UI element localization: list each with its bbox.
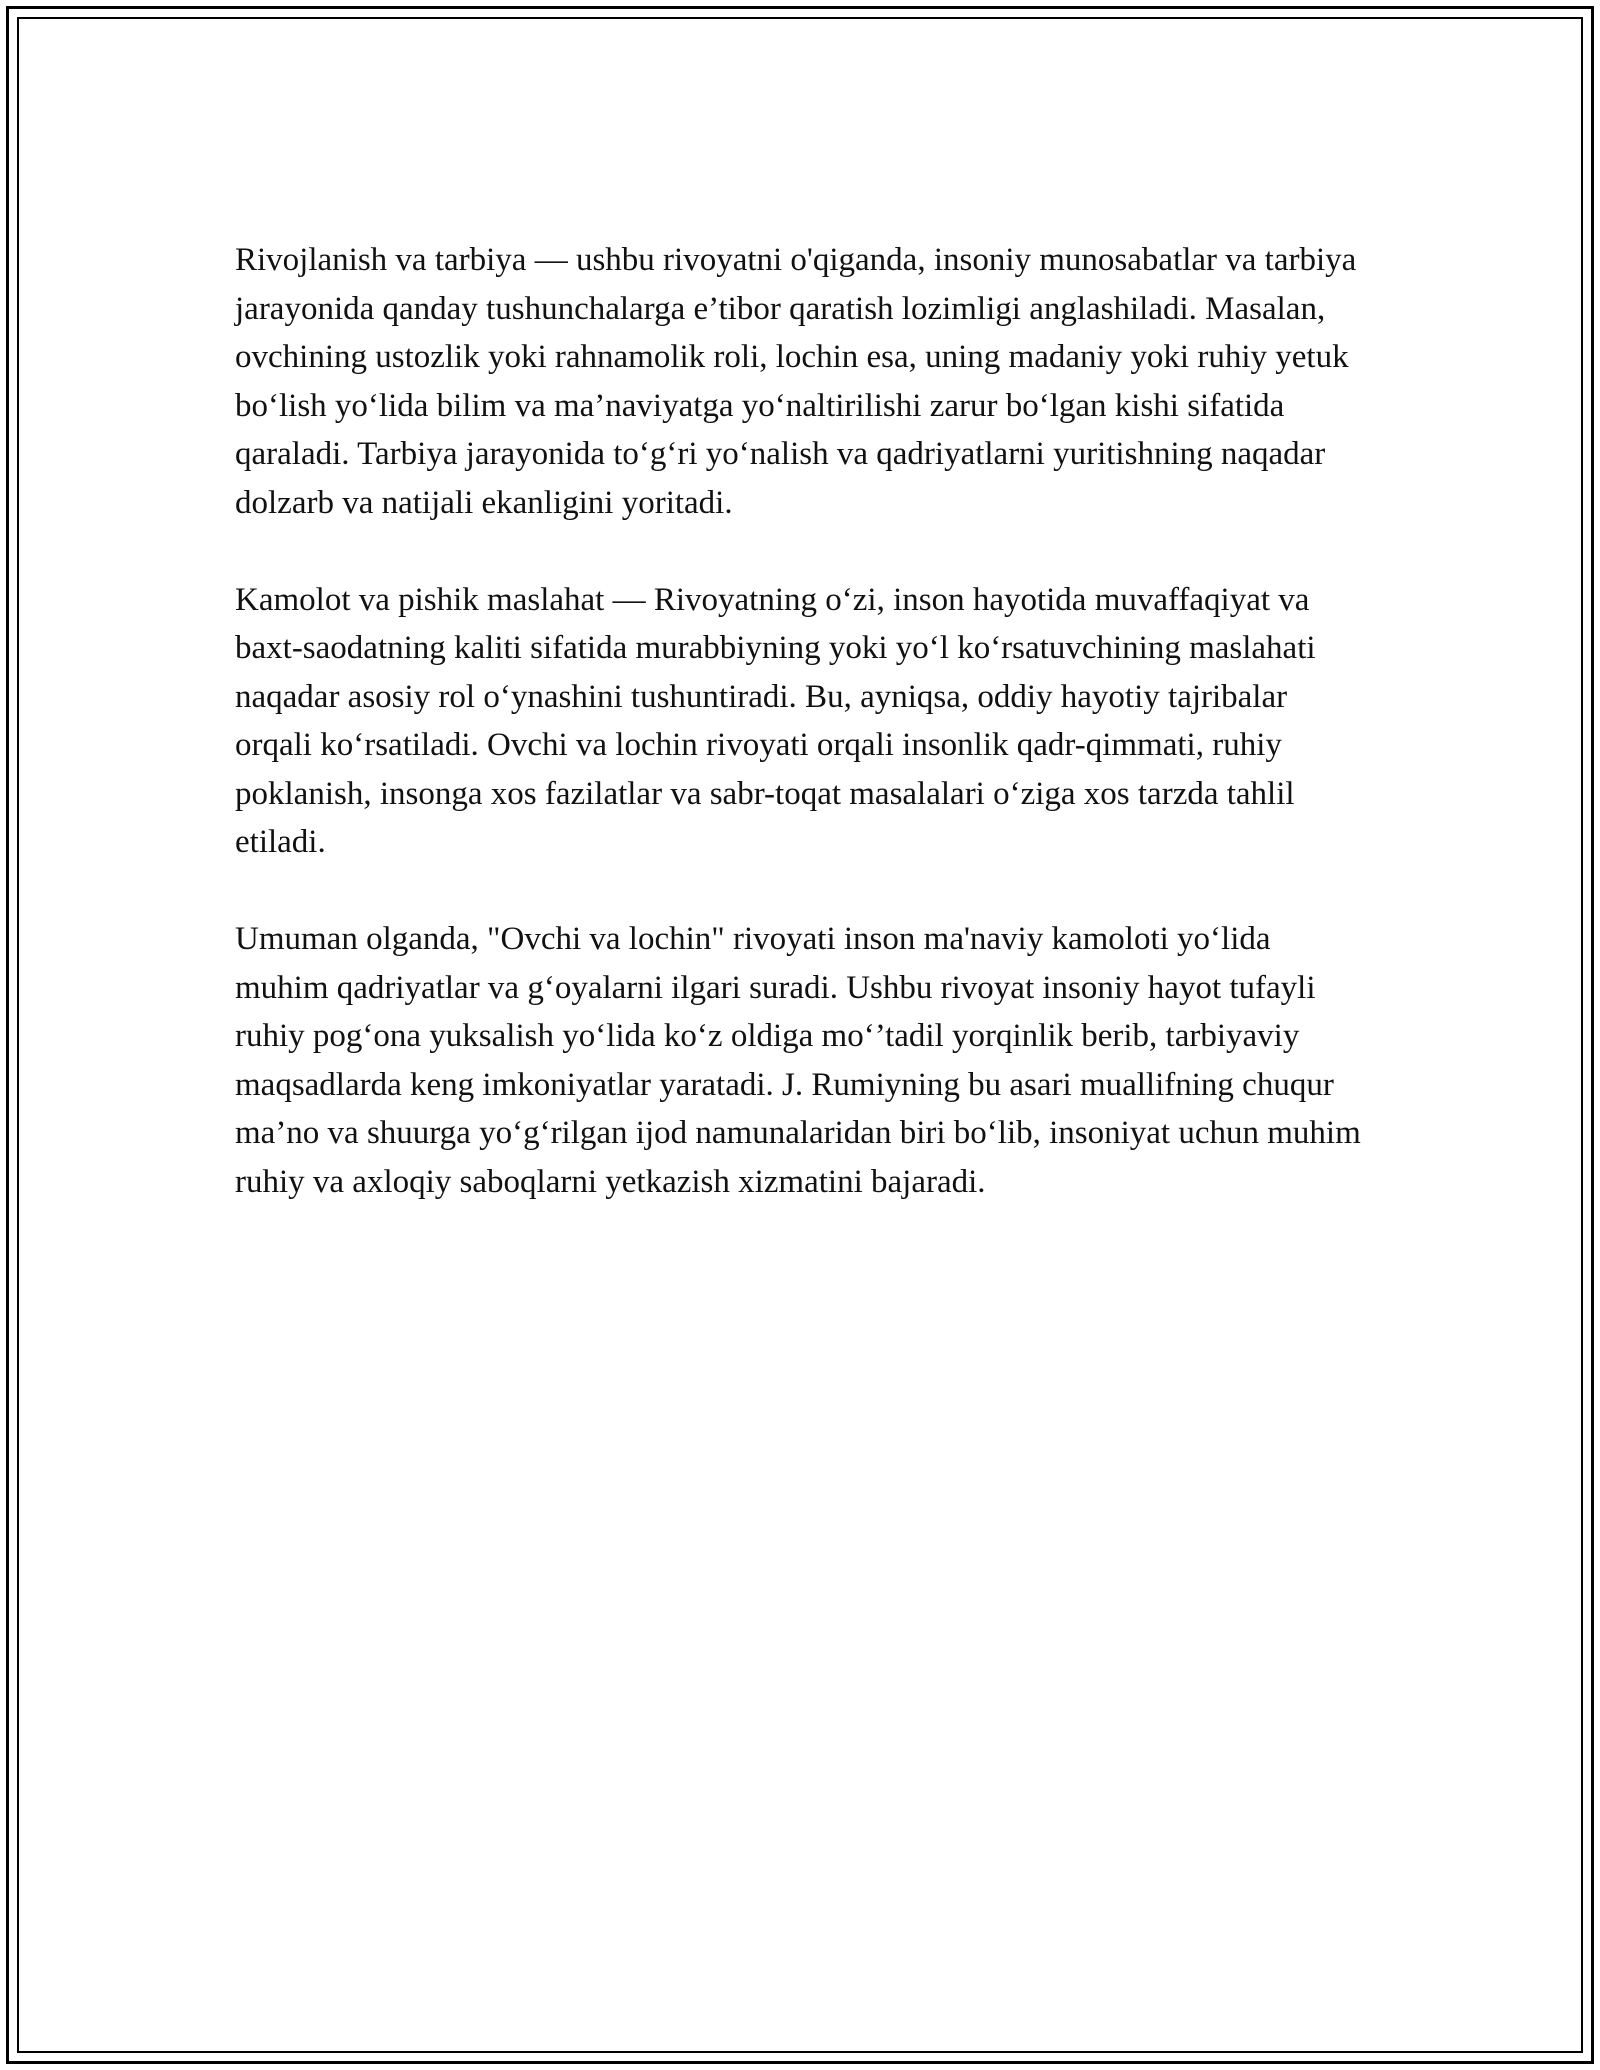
document-body xyxy=(235,236,1370,1255)
paragraph-development-and-upbringing: Rivojlanish va tarbiya — ushbu rivoyatni o'qiganda, insoniy munosabatlar va tarbiya jarayonida qanday tushunchalarga e’tibor qaratish lozimligi anglashiladi. Masalan, ovchining ustozlik yoki rahnamolik roli, lochin esa, uning madaniy yoki ruhiy yetuk bo‘lish yo‘lida bilim va ma’naviyatga yo‘naltirilishi zarur bo‘lgan kishi sifatida qaraladi. Tarbiya jarayonida to‘g‘ri yo‘nalish va qadriyatlarni yuritishning naqadar dolzarb va natijali ekanligini yoritadi. xyxy=(235,242,1357,521)
paragraph-maturity-and-advice: Kamolot va pishik maslahat — Rivoyatning o‘zi, inson hayotida muvaffaqiyat va baxt-saodatning kaliti sifatida murabbiyning yoki yo‘l ko‘rsatuvchining maslahati naqadar asosiy rol o‘ynashini tushuntiradi. Bu, ayniqsa, oddiy hayotiy tajribalar orqali ko‘rsatiladi. Ovchi va lochin rivoyati orqali insonlik qadr-qimmati, ruhiy poklanish, insonga xos fazilatlar va sabr-toqat masalalari o‘ziga xos tarzda tahlil etiladi. xyxy=(235,581,1316,860)
paragraph-conclusion: Umuman olganda, "Ovchi va lochin" rivoyati inson ma'naviy kamoloti yo‘lida muhim qadriyatlar va g‘oyalarni ilgari suradi. Ushbu rivoyat insoniy hayot tufayli ruhiy pog‘ona yuksalish yo‘lida ko‘z oldiga mo‘’tadil yorqinlik berib, tarbiyaviy maqsadlarda keng imkoniyatlar yaratadi. J. Rumiyning bu asari muallifning chuqur ma’no va shuurga yo‘g‘rilgan ijod namunalaridan biri bo‘lib, insoniyat uchun muhim ruhiy va axloqiy saboqlarni yetkazish xizmatini bajaradi. xyxy=(235,921,1361,1200)
